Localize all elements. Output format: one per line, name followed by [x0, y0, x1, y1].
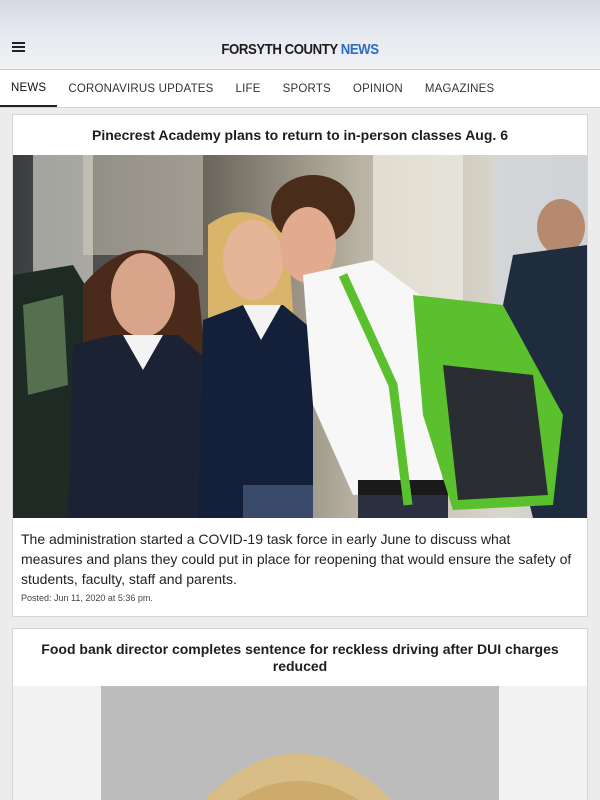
- article-card[interactable]: [12, 628, 588, 800]
- tab-magazines[interactable]: MAGAZINES: [424, 82, 495, 95]
- tab-sports[interactable]: SPORTS: [282, 82, 331, 95]
- logo-forsyth-county: FORSYTH COUNTY: [221, 41, 341, 58]
- site-logo[interactable]: [36, 41, 564, 58]
- mugshot-photo-illustration: [13, 686, 587, 800]
- article-title[interactable]: Food bank director completes sentence for reckless driving after DUI charges reduced: [41, 641, 559, 674]
- article-posted-date: Posted: Jun 11, 2020 at 5:36 pm.: [21, 593, 153, 603]
- students-photo-illustration: [13, 155, 587, 518]
- article-feed: [0, 108, 600, 800]
- article-summary: The administration started a COVID-19 task force in early June to discuss what measures and plans they could put in place for reopening that would ensure the safety of students, faculty, staff and parents.: [21, 531, 572, 587]
- article-card[interactable]: [12, 114, 588, 617]
- tab-opinion[interactable]: OPINION: [352, 82, 403, 95]
- app-header: [0, 0, 600, 70]
- section-nav: [0, 70, 600, 108]
- tab-life[interactable]: LIFE: [235, 82, 261, 95]
- article-photo[interactable]: [13, 155, 587, 518]
- tab-coronavirus-updates[interactable]: CORONAVIRUS UPDATES: [68, 82, 214, 95]
- hamburger-menu-icon[interactable]: [10, 40, 30, 58]
- logo-news: NEWS: [340, 41, 379, 58]
- article-title[interactable]: Pinecrest Academy plans to return to in-person classes Aug. 6: [92, 127, 508, 143]
- article-photo[interactable]: [13, 686, 587, 800]
- tab-news[interactable]: NEWS: [0, 70, 57, 107]
